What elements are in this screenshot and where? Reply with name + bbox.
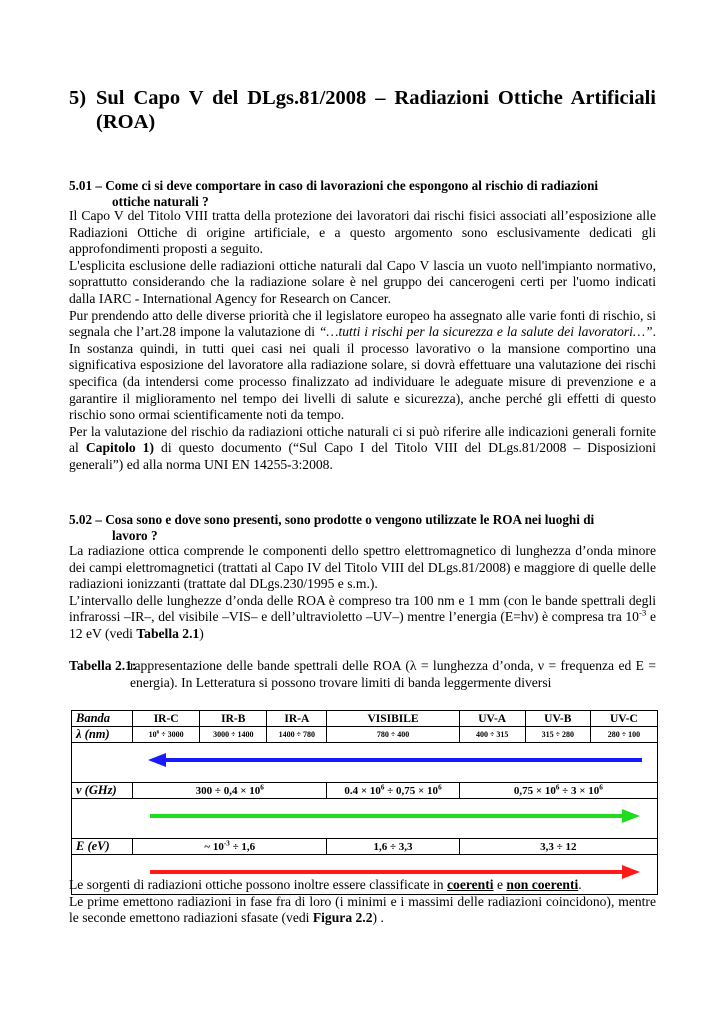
band-row <box>72 711 658 727</box>
wavelength-cell: 315 ÷ 280 <box>525 727 590 743</box>
paragraph: La radiazione ottica comprende le componenti dello spettro elettromagnetico di lunghezza d’onda minore dei campi elettromagnetici (trattati al Capo IV del Titolo VIII del DLgs.81/2008) e maggiore di quelle delle radiazioni ionizzanti (trattate dal DLgs.230/1995 e s.m.). <box>69 543 656 592</box>
band-cell: IR-B <box>200 711 267 727</box>
question-text-line1: Cosa sono e dove sono presenti, sono prodotte o vengono utilizzate le ROA nei luoghi di <box>105 512 595 527</box>
band-cell: VISIBILE <box>327 711 459 727</box>
energy-label: E (eV) <box>72 839 133 855</box>
sources-text <box>69 877 656 927</box>
frequency-label: ν (GHz) <box>72 783 133 799</box>
question-5-02 <box>69 512 656 544</box>
wavelength-cell: 280 ÷ 100 <box>590 727 657 743</box>
chapter-ref: Capitolo 1) <box>85 440 155 456</box>
figure-ref: Figura 2.2 <box>312 910 373 926</box>
band-label: Banda <box>72 711 133 727</box>
energy-visible-cell: 1,6 ÷ 3,3 <box>327 839 459 855</box>
paragraph: L'esplicita esclusione delle radiazioni ottiche naturali dal Capo V lascia un vuoto nell'impianto normativo, soprattutto considerando che la radiazione solare è nel gruppo dei cancerogeni certi per l'uomo indicati dalla IARC - International Agency for Research on Cancer. <box>69 257 656 306</box>
band-cell: UV-A <box>459 711 525 727</box>
wavelength-arrow-row <box>72 743 658 783</box>
answer-5-02 <box>69 543 656 643</box>
table-caption-label: Tabella 2.1: <box>69 658 137 673</box>
energy-uv-cell: 3,3 ÷ 12 <box>459 839 657 855</box>
question-text-line2: lavoro ? <box>112 528 158 543</box>
paragraph: Pur prendendo atto delle diverse priorità che il legislatore europeo ha assegnato alle varie fonti di rischio, si segnala che l’art.28 impone la valutazione di “…tutti i rischi per la sicurezza e la salute dei lavoratori…”. In sostanza quindi, in tutti quei casi nei quali il processo lavorativo o la mansione comportino una significativa esposizione del lavoratore alla radiazione solare, si dovrà effettuare una valutazione dei rischi specifica (da intendersi come processo finalizzato ad individuare le adeguate misure di prevenzione e a garantire il miglioramento nel tempo dei livelli di salute e sicurezza), anche perché gli effetti di questo rischio sono ormai scientificamente noti da tempo. <box>69 307 657 423</box>
frequency-arrow-row <box>72 799 658 839</box>
wavelength-label: λ (nm) <box>72 727 133 743</box>
table-caption-text: rappresentazione delle bande spettrali delle ROA (λ = lunghezza d’onda, ν = frequenza ed E = energia). In Letteratura si possono trovare limiti di banda leggermente diversi <box>130 658 656 690</box>
paragraph: Le sorgenti di radiazioni ottiche possono inoltre essere classificate in coerenti e non coerenti. <box>69 877 582 892</box>
arrow-head <box>148 753 166 767</box>
paragraph: Il Capo V del Titolo VIII tratta della protezione dei lavoratori dai rischi fisici associati all’esposizione alle Radiazioni Ottiche di origine artificiale, e a questo argomento sono esclusivamente dedicati gli approfondimenti proposti a seguito. <box>69 208 656 257</box>
paragraph: Per la valutazione del rischio da radiazioni ottiche naturali ci si può riferire alle indicazioni generali fornite al Capitolo 1) di questo documento (“Sul Capo I del Titolo VIII del DLgs.81/2008 – Disposizioni generali”) ed alla norma UNI EN 14255-3:2008. <box>69 423 657 472</box>
question-number: 5.02 – <box>69 512 102 527</box>
question-text-line2: ottiche naturali ? <box>112 194 209 209</box>
answer-5-01 <box>69 208 656 474</box>
table-ref: Tabella 2.1 <box>136 625 200 641</box>
section-number: 5) <box>69 87 87 109</box>
wavelength-cell: $10^6 \div 3000$ <box>133 727 200 743</box>
quote: “…tutti i rischi per la sicurezza e la salute dei lavoratori…” <box>318 324 653 340</box>
wavelength-cell: 3000 ÷ 1400 <box>200 727 267 743</box>
band-cell: IR-A <box>267 711 327 727</box>
wavelength-cell: 400 ÷ 315 <box>459 727 525 743</box>
energy-ir-cell: ~ $10^{-3} \div 1,6$ <box>133 839 327 855</box>
table-caption <box>69 658 656 691</box>
frequency-visible-cell: $0.4 \times 10^6 \div 0,75 \times 10^6$ <box>327 783 459 799</box>
frequency-row <box>72 783 658 799</box>
wavelength-arrow <box>72 743 657 777</box>
question-text-line1: Come ci si deve comportare in caso di lavorazioni che espongono al rischio di radiazioni <box>105 178 599 193</box>
band-cell: UV-C <box>590 711 657 727</box>
band-cell: IR-C <box>133 711 200 727</box>
frequency-arrow <box>72 799 657 833</box>
term-non-coerenti: non coerenti <box>506 877 579 892</box>
section-title: Sul Capo V del DLgs.81/2008 – Radiazioni Ottiche Artificiali (ROA) <box>96 87 656 133</box>
frequency-uv-cell: $0,75 \times 10^6 \div 3 \times 10^6$ <box>459 783 657 799</box>
paragraph: L’intervallo delle lunghezze d’onda delle ROA è compreso tra 100 nm e 1 mm (con le bande spettrali degli infrarossi –IR–, del visibile –VIS– e dell’ultravioletto –UV–) mentre l’energia (E=hν) è compresa tra $10^{-3}$ e 12 eV (vedi Tabella 2.1) <box>69 592 657 641</box>
paragraph: Le prime emettono radiazioni in fase fra di loro (i minimi e i massimi delle radiazioni coincidono), mentre le seconde emettono radiazioni sfasate (vedi Figura 2.2) . <box>69 893 656 926</box>
spectral-bands-table <box>71 710 658 895</box>
term-coerenti: coerenti <box>447 877 494 892</box>
wavelength-cell: 780 ÷ 400 <box>327 727 459 743</box>
energy-row <box>72 839 658 855</box>
wavelength-row <box>72 727 658 743</box>
wavelength-cell: 1400 ÷ 780 <box>267 727 327 743</box>
question-number: 5.01 – <box>69 178 102 193</box>
arrow-head <box>622 809 640 823</box>
section-heading <box>69 86 656 134</box>
frequency-ir-cell: $300 \div 0,4 \times 10^6$ <box>133 783 327 799</box>
band-cell: UV-B <box>525 711 590 727</box>
question-5-01 <box>69 178 656 210</box>
